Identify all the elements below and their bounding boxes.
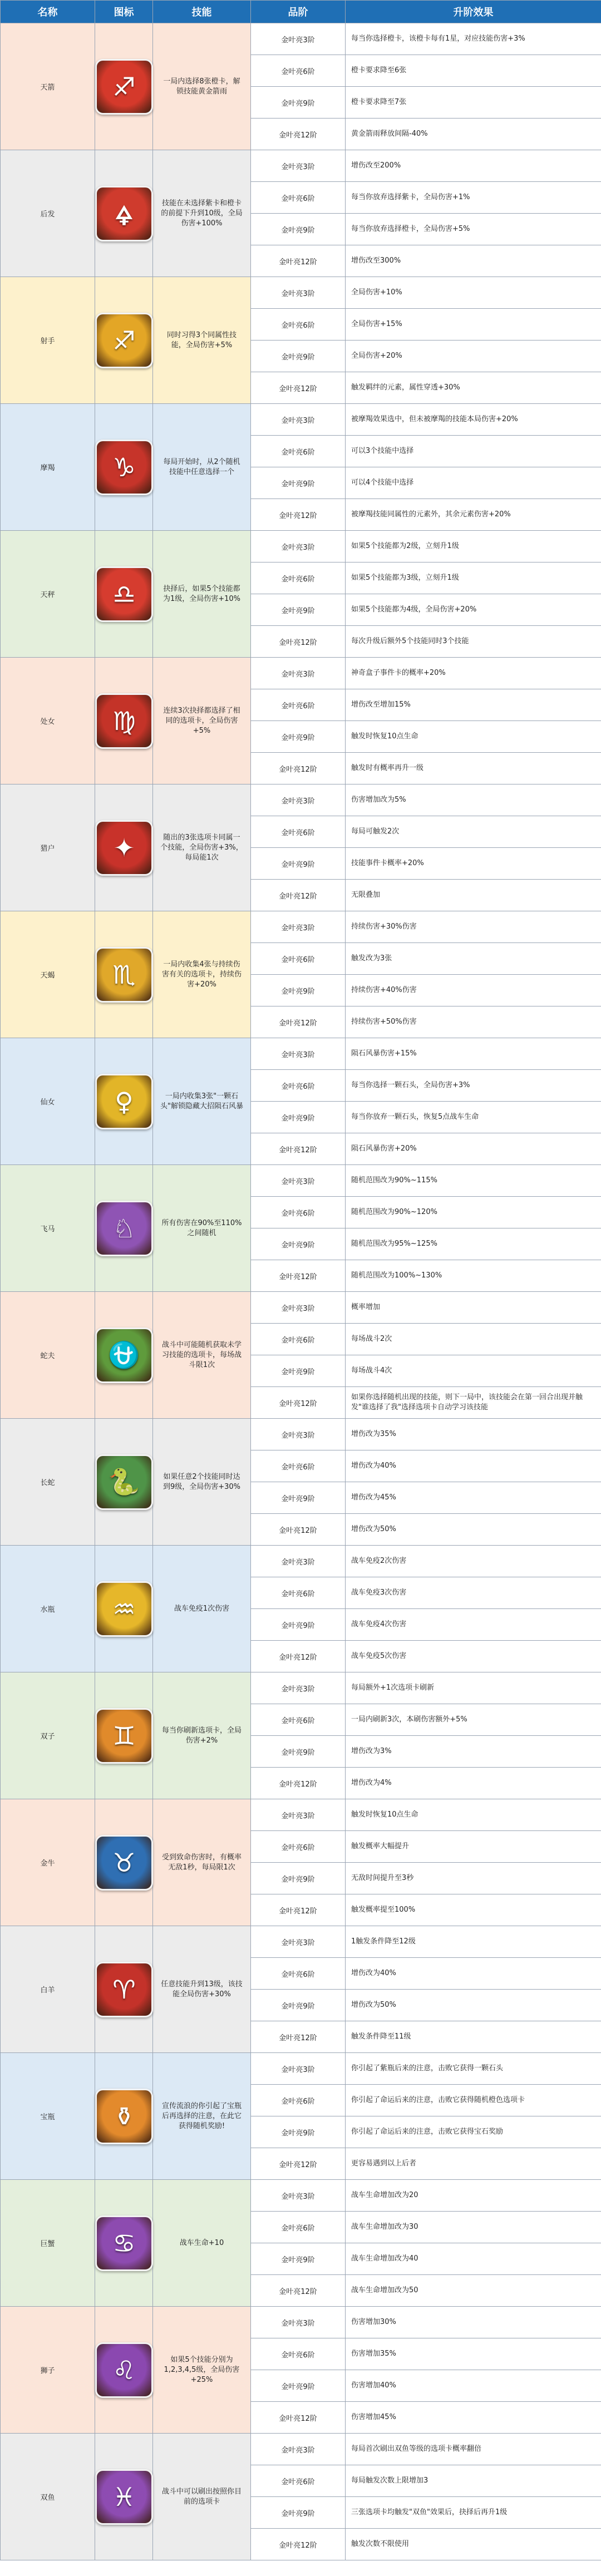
upgrade-effect: 触发羁绊的元素，属性穿透+30%	[346, 372, 601, 404]
tier-label: 金叶亮12阶	[251, 753, 346, 784]
skill-description: 如果5个技能分别为1,2,3,4,5级，全局伤害+25%	[153, 2307, 251, 2434]
table-row	[1, 2180, 601, 2212]
upgrade-effect: 每场战斗2次	[346, 1324, 601, 1355]
tier-label: 金叶亮12阶	[251, 1641, 346, 1672]
tier-label: 金叶亮6阶	[251, 182, 346, 214]
tier-label: 金叶亮9阶	[251, 2243, 346, 2275]
upgrade-effect: 如果5个技能都为4级，全局伤害+20%	[346, 594, 601, 626]
upgrade-effect: 如果5个技能都为2级，立刻升1级	[346, 531, 601, 562]
tier-label: 金叶亮6阶	[251, 1958, 346, 1990]
constellation-name: 双子	[1, 1672, 95, 1799]
tier-label: 金叶亮12阶	[251, 2529, 346, 2560]
pisces-icon	[95, 2469, 153, 2525]
tier-label: 金叶亮3阶	[251, 2180, 346, 2212]
upgrade-effect: 触发次数不限使用	[346, 2529, 601, 2560]
upgrade-effect: 陨石风暴伤害+20%	[346, 1133, 601, 1165]
upgrade-effect: 如果你选择随机出现的技能，则下一局中，该技能会在第一回合出现并触发"谁选择了我"选择选项卡自动学习该技能	[346, 1387, 601, 1419]
table-row	[1, 1292, 601, 1324]
tier-label: 金叶亮12阶	[251, 1133, 346, 1165]
header-tier: 品阶	[251, 1, 346, 23]
icon-cell	[95, 1926, 153, 2053]
tier-label: 金叶亮12阶	[251, 245, 346, 277]
table-row	[1, 1165, 601, 1197]
pegasus-icon	[95, 1201, 153, 1256]
upgrade-effect: 三张选项卡均触发"双鱼"效果后，抉择后再升1级	[346, 2497, 601, 2529]
tier-label: 金叶亮3阶	[251, 1926, 346, 1958]
constellation-name: 猎户	[1, 784, 95, 911]
tier-label: 金叶亮6阶	[251, 2465, 346, 2497]
upgrade-effect: 全局伤害+10%	[346, 277, 601, 309]
tier-label: 金叶亮12阶	[251, 499, 346, 531]
tier-label: 金叶亮3阶	[251, 1799, 346, 1831]
table-row	[1, 277, 601, 309]
tier-label: 金叶亮12阶	[251, 372, 346, 404]
tier-label: 金叶亮9阶	[251, 2116, 346, 2148]
icon-cell	[95, 1292, 153, 1419]
header-skill: 技能	[153, 1, 251, 23]
upgrade-effect: 每次升级后额外5个技能同时3个技能	[346, 626, 601, 658]
icon-cell	[95, 150, 153, 277]
icon-cell	[95, 911, 153, 1038]
tier-label: 金叶亮3阶	[251, 911, 346, 943]
skill-description: 战车生命+10	[153, 2180, 251, 2307]
skill-description: 每当你刷新选项卡，全局伤害+2%	[153, 1672, 251, 1799]
constellation-name: 天蝎	[1, 911, 95, 1038]
upgrade-effect: 增伤改至200%	[346, 150, 601, 182]
icon-cell	[95, 1038, 153, 1165]
skill-description: 宣传流浪的你引起了宝瓶后再选择的注意，在此它获得随机奖励!	[153, 2053, 251, 2180]
constellation-name: 巨蟹	[1, 2180, 95, 2307]
leo-icon	[95, 2342, 153, 2398]
tier-label: 金叶亮6阶	[251, 1450, 346, 1482]
sagittarius-icon	[95, 59, 153, 115]
gemini-icon	[95, 1708, 153, 1764]
tier-label: 金叶亮9阶	[251, 214, 346, 245]
upgrade-effect: 持续伤害+50%伤害	[346, 1006, 601, 1038]
tier-label: 金叶亮9阶	[251, 975, 346, 1006]
tier-label: 金叶亮3阶	[251, 531, 346, 562]
upgrade-effect: 触发时恢复10点生命	[346, 1799, 601, 1831]
badge-glyph: ♐	[112, 325, 136, 356]
tier-label: 金叶亮9阶	[251, 1990, 346, 2021]
libra-icon	[95, 566, 153, 622]
andromeda-icon	[95, 1074, 153, 1129]
icon-cell	[95, 2180, 153, 2307]
upgrade-effect: 随机范围改为100%~130%	[346, 1260, 601, 1292]
table-row	[1, 1419, 601, 1450]
upgrade-effect: 战车生命增加改为30	[346, 2212, 601, 2243]
badge-glyph: ✦	[113, 832, 135, 863]
tier-label: 金叶亮12阶	[251, 2275, 346, 2307]
badge-glyph: ♀	[115, 1086, 134, 1117]
icon-cell	[95, 531, 153, 658]
upgrade-effect: 触发概率大幅提升	[346, 1831, 601, 1863]
upgrade-effect: 神奇盒子事件卡的概率+20%	[346, 658, 601, 689]
upgrade-effect: 触发条件降至11级	[346, 2021, 601, 2053]
badge-glyph: ⛎	[108, 1340, 140, 1370]
upgrade-effect: 全局伤害+15%	[346, 309, 601, 340]
badge-glyph: ♐	[112, 71, 136, 102]
cancer-icon	[95, 2215, 153, 2271]
upgrade-effect: 增伤改为50%	[346, 1514, 601, 1546]
constellation-name: 白羊	[1, 1926, 95, 2053]
tier-label: 金叶亮9阶	[251, 340, 346, 372]
skill-description: 技能在未选择紫卡和橙卡的前提下升到10级，全局伤害+100%	[153, 150, 251, 277]
tier-label: 金叶亮3阶	[251, 1292, 346, 1324]
tier-label: 金叶亮9阶	[251, 87, 346, 119]
table-row	[1, 784, 601, 816]
table-row	[1, 1672, 601, 1704]
tier-label: 金叶亮12阶	[251, 1387, 346, 1419]
constellation-name: 水瓶	[1, 1546, 95, 1672]
badge-glyph: ♋	[112, 2228, 136, 2258]
upgrade-effect: 每当你放弃选择橙卡，全局伤害+5%	[346, 214, 601, 245]
virgo-icon	[95, 693, 153, 749]
upgrade-effect: 伤害增加45%	[346, 2402, 601, 2434]
table-row	[1, 1546, 601, 1577]
skill-description: 战车免疫1次伤害	[153, 1546, 251, 1672]
skill-description: 战斗中可能随机获取未学习技能的选项卡，每场战斗限1次	[153, 1292, 251, 1419]
upgrade-effect: 你引起了命运后来的注意，击败它获得宝石奖励	[346, 2116, 601, 2148]
tier-label: 金叶亮3阶	[251, 23, 346, 55]
tier-label: 金叶亮9阶	[251, 2497, 346, 2529]
upgrade-effect: 战车生命增加改为20	[346, 2180, 601, 2212]
upgrade-effect: 触发改为3张	[346, 943, 601, 975]
upgrade-effect: 战车生命增加改为40	[346, 2243, 601, 2275]
aquarius-icon	[95, 1581, 153, 1637]
table-row	[1, 531, 601, 562]
skill-description: 如果任意2个技能同时达到9级，全局伤害+30%	[153, 1419, 251, 1546]
table-row	[1, 911, 601, 943]
constellation-name: 处女	[1, 658, 95, 784]
badge-glyph: ♉	[112, 1847, 136, 1878]
constellation-name: 双鱼	[1, 2434, 95, 2560]
upgrade-effect: 无限叠加	[346, 880, 601, 911]
upgrade-effect: 1触发条件降至12级	[346, 1926, 601, 1958]
constellation-name: 蛇夫	[1, 1292, 95, 1419]
constellation-name: 天箭	[1, 23, 95, 150]
tier-label: 金叶亮9阶	[251, 1482, 346, 1514]
icon-cell	[95, 1799, 153, 1926]
icon-cell	[95, 1165, 153, 1292]
upgrade-effect: 增伤改为35%	[346, 1419, 601, 1450]
upgrade-effect: 伤害增加35%	[346, 2338, 601, 2370]
taurus-icon	[95, 1835, 153, 1891]
upgrade-effect: 每局额外+1次选项卡刷新	[346, 1672, 601, 1704]
table-row	[1, 1038, 601, 1070]
skill-description: 战斗中可以刷出按照你目前的选项卡	[153, 2434, 251, 2560]
upgrade-effect: 每当你选择橙卡，该橙卡每有1星，对应技能伤害+3%	[346, 23, 601, 55]
upgrade-effect: 伤害增加40%	[346, 2370, 601, 2402]
tier-label: 金叶亮6阶	[251, 55, 346, 87]
skill-description: 每局开始时，从2个随机技能中任意选择一个	[153, 404, 251, 531]
tier-label: 金叶亮3阶	[251, 784, 346, 816]
tier-label: 金叶亮6阶	[251, 1831, 346, 1863]
tier-label: 金叶亮6阶	[251, 1704, 346, 1736]
badge-glyph: ♈	[112, 1974, 136, 2005]
upgrade-effect: 每局触发次数上限增加3	[346, 2465, 601, 2497]
upgrade-effect: 随机范围改为90%~120%	[346, 1197, 601, 1228]
upgrade-effect: 黄金箭雨释放间隔-40%	[346, 119, 601, 150]
tier-label: 金叶亮9阶	[251, 721, 346, 753]
tier-label: 金叶亮6阶	[251, 2085, 346, 2116]
tier-label: 金叶亮6阶	[251, 562, 346, 594]
upgrade-effect: 你引起了紫瓶后来的注意，击败它获得一颗石头	[346, 2053, 601, 2085]
upgrade-effect: 概率增加	[346, 1292, 601, 1324]
constellation-name: 金牛	[1, 1799, 95, 1926]
tier-label: 金叶亮6阶	[251, 943, 346, 975]
scorpio-icon	[95, 947, 153, 1003]
upgrade-effect: 每当你放弃选择紫卡，全局伤害+1%	[346, 182, 601, 214]
tier-label: 金叶亮9阶	[251, 848, 346, 880]
tier-label: 金叶亮3阶	[251, 1165, 346, 1197]
upgrade-effect: 每场战斗4次	[346, 1355, 601, 1387]
skill-description: 任意技能升到13级，该技能全局伤害+30%	[153, 1926, 251, 2053]
table-row	[1, 1799, 601, 1831]
table-row	[1, 2053, 601, 2085]
upgrade-effect: 一局内刷新3次，本刷伤害额外+5%	[346, 1704, 601, 1736]
tier-label: 金叶亮12阶	[251, 880, 346, 911]
aries-icon	[95, 1962, 153, 2017]
upgrade-effect: 触发概率提至100%	[346, 1894, 601, 1926]
tier-label: 金叶亮12阶	[251, 119, 346, 150]
badge-glyph: ♍	[112, 705, 136, 736]
upgrade-effect: 随机范围改为95%~125%	[346, 1228, 601, 1260]
tier-label: 金叶亮12阶	[251, 2148, 346, 2180]
tier-label: 金叶亮6阶	[251, 2212, 346, 2243]
upgrade-effect: 战车免疫4次伤害	[346, 1609, 601, 1641]
upgrade-effect: 战车免疫2次伤害	[346, 1546, 601, 1577]
tier-label: 金叶亮6阶	[251, 689, 346, 721]
table-row	[1, 404, 601, 436]
constellation-name: 摩羯	[1, 404, 95, 531]
upgrade-effect: 每当你放弃一颗石头，恢复5点战车生命	[346, 1102, 601, 1133]
tier-label: 金叶亮9阶	[251, 467, 346, 499]
tier-label: 金叶亮6阶	[251, 816, 346, 848]
upgrade-effect: 每局首次刷出双鱼等级的选项卡概率翻倍	[346, 2434, 601, 2465]
coma-icon	[95, 186, 153, 241]
constellation-name: 后发	[1, 150, 95, 277]
constellation-name: 射手	[1, 277, 95, 404]
upgrade-effect: 橙卡要求降至6张	[346, 55, 601, 87]
badge-glyph: ♊	[112, 1720, 136, 1751]
hydra-icon	[95, 1454, 153, 1510]
icon-cell	[95, 658, 153, 784]
tier-label: 金叶亮3阶	[251, 2434, 346, 2465]
upgrade-effect: 增伤改为50%	[346, 1990, 601, 2021]
upgrade-effect: 增伤改为40%	[346, 1450, 601, 1482]
tier-label: 金叶亮9阶	[251, 1609, 346, 1641]
tier-label: 金叶亮6阶	[251, 309, 346, 340]
upgrade-effect: 持续伤害+40%伤害	[346, 975, 601, 1006]
badge-glyph: ♘	[112, 1213, 136, 1243]
upgrade-effect: 增伤改为4%	[346, 1768, 601, 1799]
upgrade-effect: 全局伤害+20%	[346, 340, 601, 372]
table-header-row	[1, 1, 601, 23]
table-row	[1, 150, 601, 182]
tier-label: 金叶亮3阶	[251, 150, 346, 182]
upgrade-effect: 可以4个技能中选择	[346, 467, 601, 499]
icon-cell	[95, 1419, 153, 1546]
badge-glyph: ♌	[112, 2355, 136, 2385]
tier-label: 金叶亮9阶	[251, 2370, 346, 2402]
icon-cell	[95, 2053, 153, 2180]
constellation-name: 宝瓶	[1, 2053, 95, 2180]
table-row	[1, 2434, 601, 2465]
tier-label: 金叶亮3阶	[251, 1038, 346, 1070]
upgrade-effect: 陨石风暴伤害+15%	[346, 1038, 601, 1070]
upgrade-effect: 战车免疫5次伤害	[346, 1641, 601, 1672]
archer-icon	[95, 313, 153, 368]
skill-description: 所有伤害在90%至110%之间随机	[153, 1165, 251, 1292]
skill-description: 一局内收集3张"一颗石头"解锁隐藏大招陨石风暴	[153, 1038, 251, 1165]
table-row	[1, 1926, 601, 1958]
vase-icon	[95, 2089, 153, 2144]
tier-label: 金叶亮12阶	[251, 626, 346, 658]
tier-label: 金叶亮9阶	[251, 1736, 346, 1768]
upgrade-effect: 增伤改为40%	[346, 1958, 601, 1990]
skill-description: 一局内收集4张与持续伤害有关的选项卡，持续伤害+20%	[153, 911, 251, 1038]
capricorn-icon	[95, 440, 153, 495]
upgrade-effect: 随机范围改为90%~115%	[346, 1165, 601, 1197]
upgrade-effect: 增伤改为3%	[346, 1736, 601, 1768]
tier-label: 金叶亮12阶	[251, 1514, 346, 1546]
icon-cell	[95, 2434, 153, 2560]
tier-label: 金叶亮3阶	[251, 2307, 346, 2338]
constellation-name: 天秤	[1, 531, 95, 658]
badge-glyph: ♒	[112, 1593, 136, 1624]
skill-description: 同时习得3个同属性技能，全局伤害+5%	[153, 277, 251, 404]
upgrade-effect: 增伤改为45%	[346, 1482, 601, 1514]
tier-label: 金叶亮3阶	[251, 658, 346, 689]
tier-label: 金叶亮9阶	[251, 1228, 346, 1260]
badge-glyph: ♏	[112, 959, 136, 990]
skill-description: 受到致命伤害时，有概率无敌1秒，每局限1次	[153, 1799, 251, 1926]
constellation-name: 仙女	[1, 1038, 95, 1165]
skill-description: 随出的3张选项卡同属一个技能，全局伤害+3%，每局能1次	[153, 784, 251, 911]
upgrade-effect: 增伤改至300%	[346, 245, 601, 277]
tier-label: 金叶亮3阶	[251, 1672, 346, 1704]
upgrade-effect: 技能事件卡概率+20%	[346, 848, 601, 880]
tier-label: 金叶亮6阶	[251, 436, 346, 467]
upgrade-effect: 可以3个技能中选择	[346, 436, 601, 467]
upgrade-effect: 战车免疫3次伤害	[346, 1577, 601, 1609]
upgrade-effect: 伤害增加改为5%	[346, 784, 601, 816]
orion-icon	[95, 820, 153, 876]
tier-label: 金叶亮3阶	[251, 404, 346, 436]
header-icon: 图标	[95, 1, 153, 23]
upgrade-effect: 更容易遇到以上后者	[346, 2148, 601, 2180]
tier-label: 金叶亮12阶	[251, 2021, 346, 2053]
tier-label: 金叶亮12阶	[251, 1768, 346, 1799]
badge-glyph: ♑	[112, 452, 136, 482]
skill-description: 抉择后，如果5个技能都为1级，全局伤害+10%	[153, 531, 251, 658]
skill-description: 一局内选择8张橙卡，解锁技能黄金箭雨	[153, 23, 251, 150]
table-row	[1, 2307, 601, 2338]
header-name: 名称	[1, 1, 95, 23]
tier-label: 金叶亮3阶	[251, 277, 346, 309]
constellation-name: 飞马	[1, 1165, 95, 1292]
icon-cell	[95, 2307, 153, 2434]
tier-label: 金叶亮3阶	[251, 2053, 346, 2085]
tier-label: 金叶亮12阶	[251, 1894, 346, 1926]
icon-cell	[95, 784, 153, 911]
tier-label: 金叶亮12阶	[251, 2402, 346, 2434]
icon-cell	[95, 1672, 153, 1799]
tier-label: 金叶亮6阶	[251, 2338, 346, 2370]
header-effect: 升阶效果	[346, 1, 601, 23]
tier-label: 金叶亮6阶	[251, 1197, 346, 1228]
upgrade-effect: 持续伤害+30%伤害	[346, 911, 601, 943]
upgrade-effect: 如果5个技能都为3级，立刻升1级	[346, 562, 601, 594]
badge-glyph: ⚱	[113, 2101, 135, 2131]
icon-cell	[95, 404, 153, 531]
upgrade-effect: 战车生命增加改为50	[346, 2275, 601, 2307]
upgrade-effect: 触发时恢复10点生命	[346, 721, 601, 753]
tier-label: 金叶亮9阶	[251, 1102, 346, 1133]
badge-glyph: ♎	[112, 579, 136, 609]
icon-cell	[95, 1546, 153, 1672]
tier-label: 金叶亮6阶	[251, 1577, 346, 1609]
upgrade-effect: 伤害增加30%	[346, 2307, 601, 2338]
ophiuchus-icon	[95, 1328, 153, 1383]
tier-label: 金叶亮12阶	[251, 1260, 346, 1292]
skill-description: 连续3次抉择都选择了相同的选项卡，全局伤害+5%	[153, 658, 251, 784]
tier-label: 金叶亮3阶	[251, 1419, 346, 1450]
upgrade-effect: 橙卡要求降至7张	[346, 87, 601, 119]
tier-label: 金叶亮9阶	[251, 1863, 346, 1894]
tier-label: 金叶亮12阶	[251, 1006, 346, 1038]
tier-label: 金叶亮6阶	[251, 1324, 346, 1355]
upgrade-effect: 触发时有概率再升一级	[346, 753, 601, 784]
upgrade-effect: 被摩羯技能同属性的元素外，其余元素伤害+20%	[346, 499, 601, 531]
badge-glyph: 🐍	[108, 1467, 140, 1497]
upgrade-effect: 每局可触发2次	[346, 816, 601, 848]
upgrade-effect: 增伤改至增加15%	[346, 689, 601, 721]
icon-cell	[95, 277, 153, 404]
table-row	[1, 658, 601, 689]
badge-glyph: ♓	[112, 2481, 136, 2512]
table-row	[1, 23, 601, 55]
icon-cell	[95, 23, 153, 150]
upgrade-effect: 被摩羯效果选中，但未被摩羯的技能本局伤害+20%	[346, 404, 601, 436]
tier-label: 金叶亮3阶	[251, 1546, 346, 1577]
tier-label: 金叶亮9阶	[251, 1355, 346, 1387]
upgrade-effect: 你引起了命运后来的注意，击败它获得随机橙色选项卡	[346, 2085, 601, 2116]
upgrade-effect: 每当你选择一颗石头，全局伤害+3%	[346, 1070, 601, 1102]
tier-label: 金叶亮6阶	[251, 1070, 346, 1102]
constellation-name: 长蛇	[1, 1419, 95, 1546]
badge-glyph: 🜍	[115, 200, 134, 231]
constellation-name: 狮子	[1, 2307, 95, 2434]
tier-label: 金叶亮9阶	[251, 594, 346, 626]
upgrade-effect: 无敌时间提升至3秒	[346, 1863, 601, 1894]
